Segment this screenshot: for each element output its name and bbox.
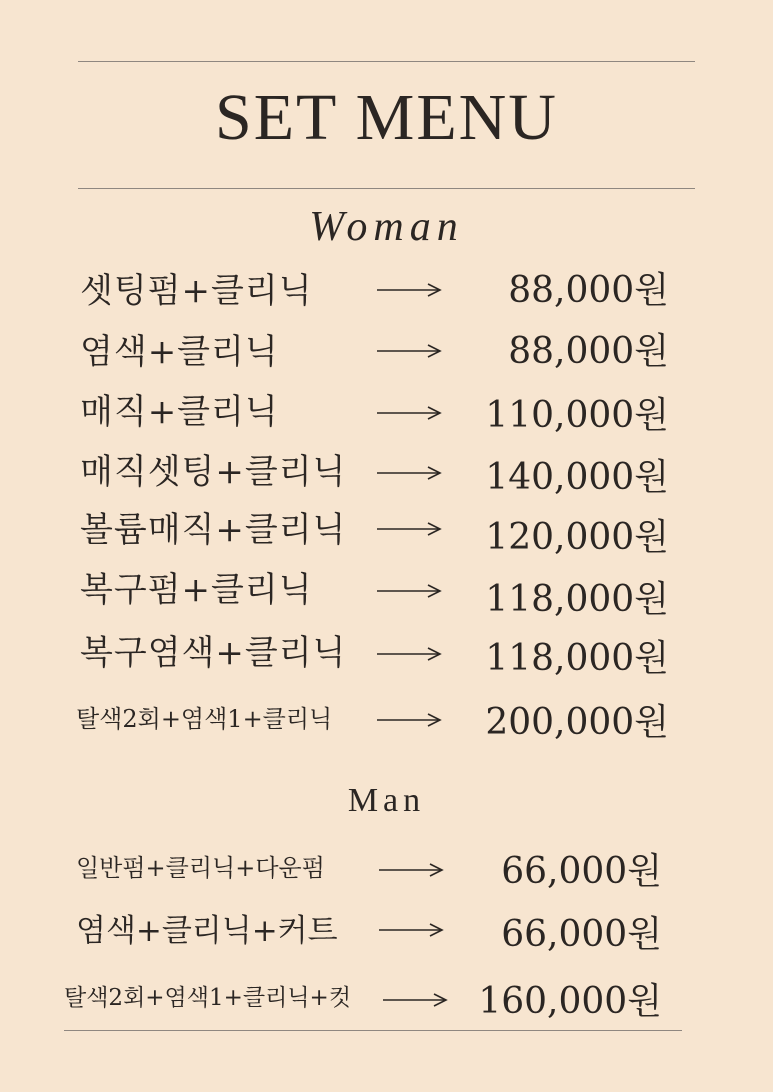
arrow-icon — [376, 710, 442, 730]
arrow-icon — [378, 860, 444, 880]
menu-item-name: 탈색2회+염색1+클리닉+컷 — [64, 985, 352, 1011]
page-title: SET MENU — [215, 81, 558, 154]
menu-item-name: 일반펌+클리닉+다운펌 — [76, 854, 325, 882]
menu-item-name: 복구염색+클리닉 — [80, 633, 347, 673]
title-rule — [78, 188, 695, 189]
arrow-icon — [378, 920, 444, 940]
menu-item-name: 셋팅펌+클리닉 — [80, 271, 313, 311]
arrow-icon — [382, 990, 448, 1010]
menu-item-price: 66,000원 — [501, 851, 662, 892]
menu-item-price: 200,000원 — [485, 702, 669, 743]
menu-row — [0, 694, 773, 744]
menu-row — [0, 565, 773, 620]
menu-item-price: 160,000원 — [478, 981, 662, 1022]
menu-item-name: 볼륨매직+클리닉 — [80, 510, 347, 550]
menu-row — [0, 628, 773, 678]
menu-item-price: 88,000원 — [508, 270, 669, 311]
menu-item-name: 매직+클리닉 — [80, 392, 279, 432]
menu-item-price: 110,000원 — [485, 395, 669, 436]
menu-item-price: 118,000원 — [485, 579, 669, 620]
menu-row — [0, 505, 773, 558]
bottom-rule — [64, 1030, 682, 1031]
arrow-icon — [376, 403, 442, 423]
arrow-icon — [376, 581, 442, 601]
section-woman-heading: Woman — [309, 204, 464, 250]
top-rule — [78, 61, 695, 62]
menu-item-price: 140,000원 — [485, 457, 669, 498]
menu-item-price: 88,000원 — [508, 331, 669, 372]
arrow-icon — [376, 644, 442, 664]
arrow-icon — [376, 519, 442, 539]
section-man-heading: Man — [347, 782, 426, 819]
menu-row — [0, 447, 773, 497]
arrow-icon — [376, 341, 442, 361]
menu-row — [0, 973, 773, 1023]
menu-item-price: 120,000원 — [485, 517, 669, 558]
menu-item-name: 매직셋팅+클리닉 — [80, 452, 347, 492]
menu-row — [0, 387, 773, 437]
menu-item-name: 탈색2회+염색1+클리닉 — [76, 705, 333, 733]
menu-item-name: 복구펌+클리닉 — [80, 570, 313, 610]
menu-item-name: 염색+클리닉+커트 — [76, 913, 338, 949]
menu-row — [0, 843, 773, 893]
menu-row — [0, 327, 773, 377]
arrow-icon — [376, 280, 442, 300]
menu-item-name: 염색+클리닉 — [80, 332, 279, 372]
arrow-icon — [376, 463, 442, 483]
menu-item-price: 118,000원 — [485, 638, 669, 679]
menu-row — [0, 266, 773, 316]
menu-row — [0, 906, 773, 956]
menu-item-price: 66,000원 — [501, 914, 662, 955]
